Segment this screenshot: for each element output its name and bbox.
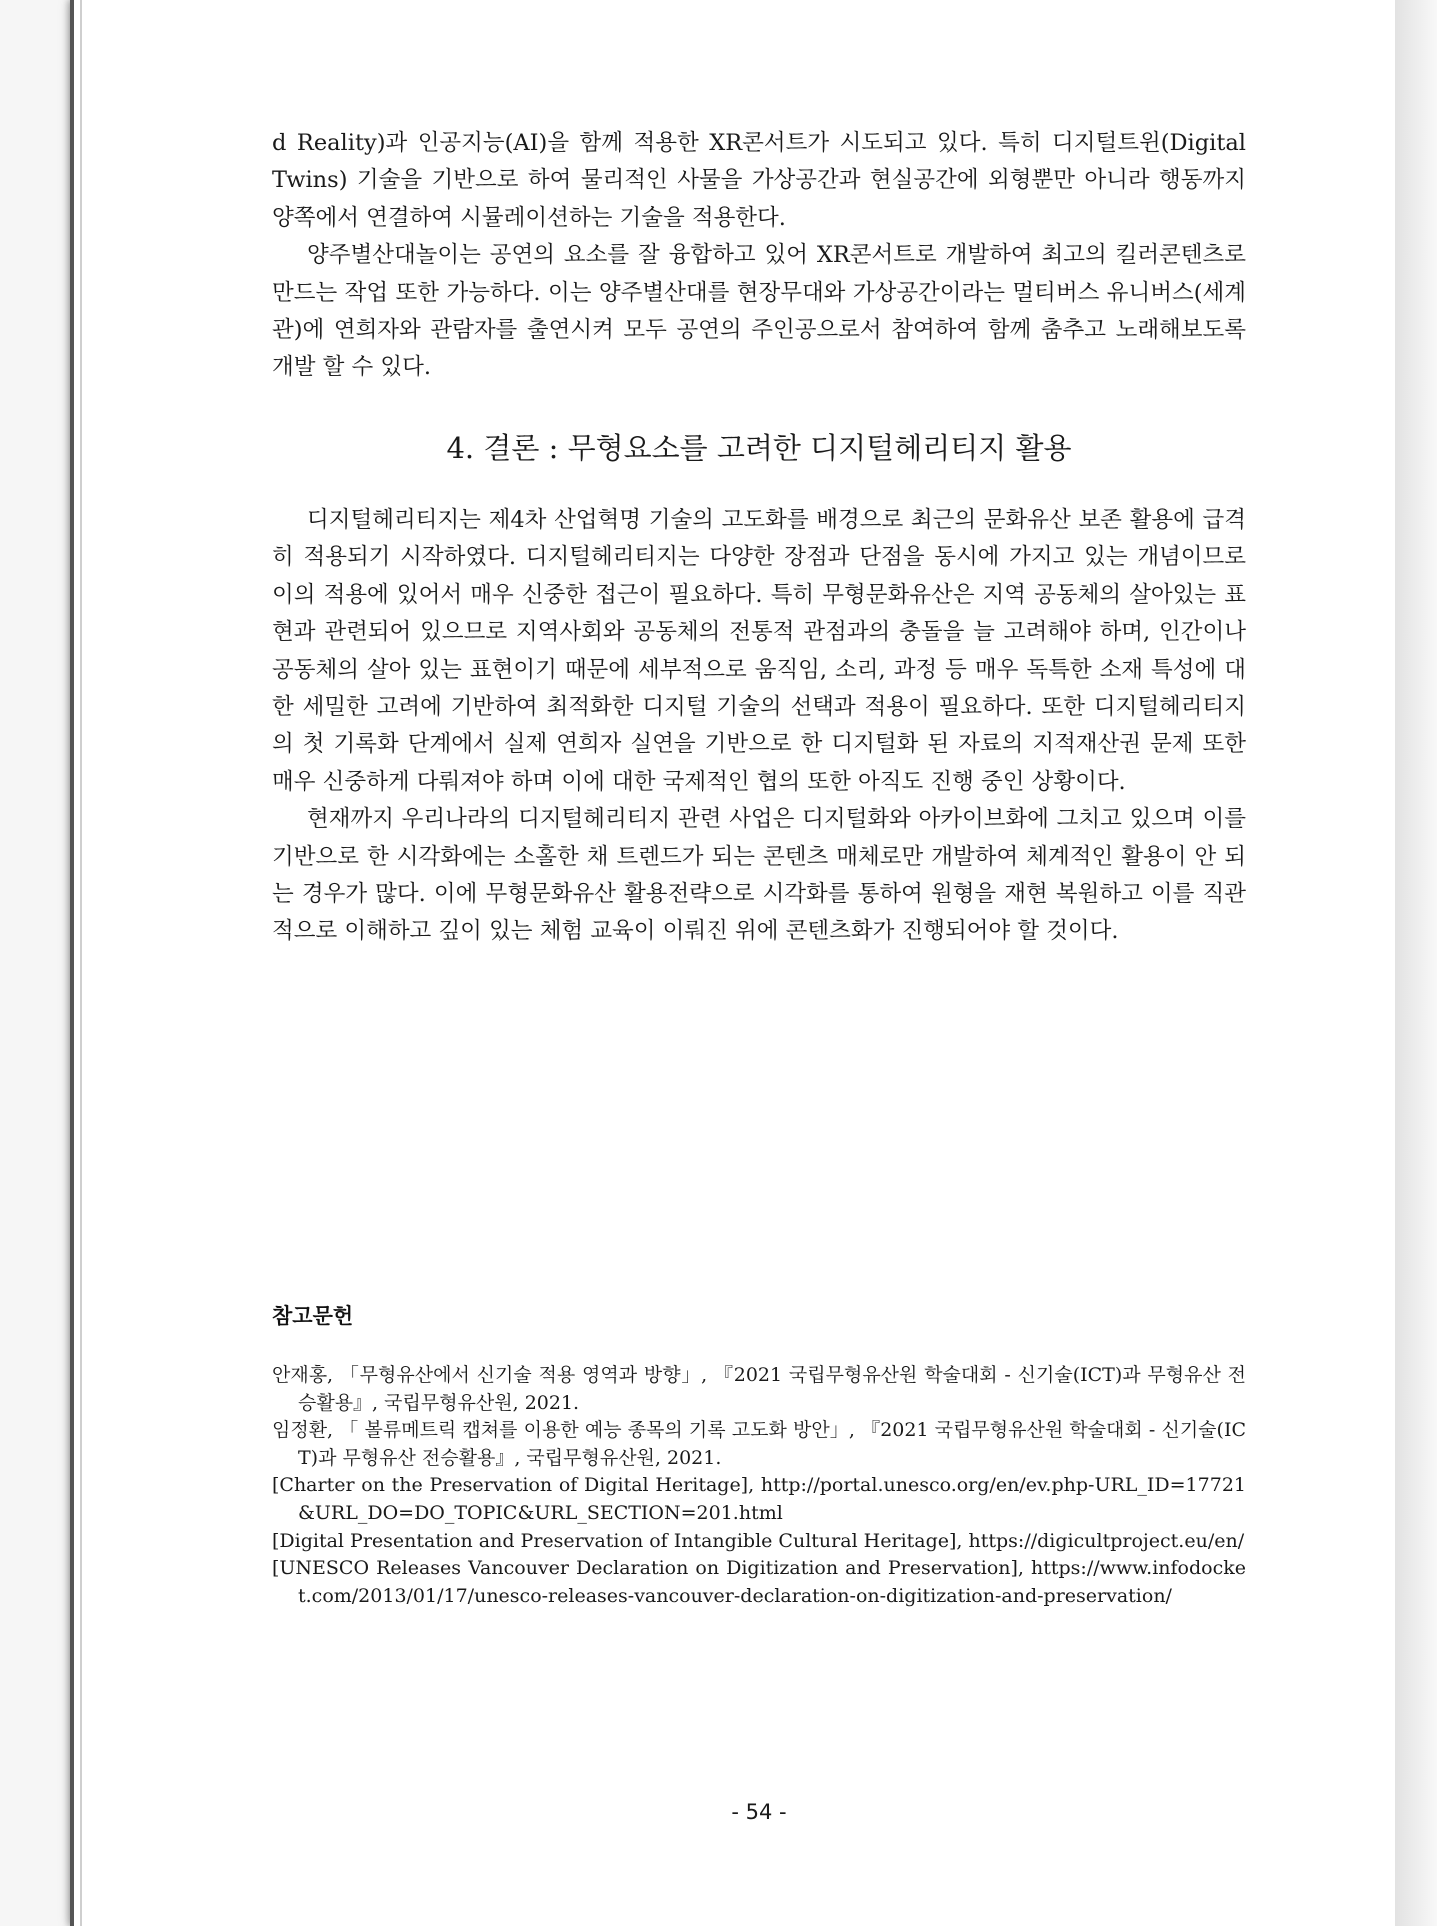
reference-item: 안재홍, 「무형유산에서 신기술 적용 영역과 방향」, 『2021 국립무형유산원 학술대회 - 신기술(ICT)과 무형유산 전승활용』, 국립무형유산원, 2021. (272, 1364, 1246, 1414)
paragraph-conclusion-2: 현재까지 우리나라의 디지털헤리티지 관련 사업은 디지털화와 아카이브화에 그치고 있으며 이를 기반으로 한 시각화에는 소홀한 채 트렌드가 되는 콘텐츠 매체로만 개발하여 체계적인 활용이 안 되는 경우가 많다. 이에 무형문화유산 활용전략으로 시각화를 통하여 원형을 재현 복원하고 이를 직관적으로 이해하고 깊이 있는 체험 교육이 이뤄진 위에 콘텐츠화가 진행되어야 할 것이다. (272, 806, 1246, 945)
references-title: 참고문헌 (272, 1304, 354, 1328)
paragraph-yangju-byeolsandae: 양주별산대놀이는 공연의 요소를 잘 융합하고 있어 XR콘서트로 개발하여 최고의 킬러콘텐츠로 만드는 작업 또한 가능하다. 이는 양주별산대를 현장무대와 가상공간이라는 멀티버스 유니버스(세계관)에 연희자와 관람자를 출연시켜 모두 공연의 주인공으로서 참여하여 함께 춤추고 노래해보도록 개발 할 수 있다. (272, 242, 1246, 381)
reference-item: [Digital Presentation and Preservation of Intangible Cultural Heritage], https://digicultproject.eu/en/ (272, 1529, 1245, 1552)
body-text-top (272, 125, 1246, 387)
reference-item: 임정환, 「 볼류메트릭 캡쳐를 이용한 예능 종목의 기록 고도화 방안」, 『2021 국립무형유산원 학술대회 - 신기술(ICT)과 무형유산 전승활용』, 국립무형유산원, 2021. (272, 1419, 1246, 1469)
page-number: - 54 - (731, 1800, 787, 1824)
paragraph-xr-concert: d Reality)과 인공지능(AI)을 함께 적용한 XR콘서트가 시도되고 있다. 특히 디지털트윈(Digital Twins) 기술을 기반으로 하여 물리적인 사물을 가상공간과 현실공간에 외형뿐만 아니라 행동까지 양쪽에서 연결하여 시뮬레이션하는 기술을 적용한다. (272, 130, 1246, 231)
document-page (70, 0, 1395, 1926)
section-heading: 4. 결론 : 무형요소를 고려한 디지털헤리티지 활용 (446, 431, 1072, 465)
viewer-right-margin (1395, 0, 1437, 1926)
references-list (272, 1362, 1246, 1610)
reference-item: [UNESCO Releases Vancouver Declaration on Digitization and Preservation], https://www.infodocket.com/2013/01/17/unesco-releases-vancouver-declaration-on-digitization-and-preservation/ (272, 1557, 1246, 1607)
paragraph-conclusion-1: 디지털헤리티지는 제4차 산업혁명 기술의 고도화를 배경으로 최근의 문화유산 보존 활용에 급격히 적용되기 시작하였다. 디지털헤리티지는 다양한 장점과 단점을 동시에 가지고 있는 개념이므로 이의 적용에 있어서 매우 신중한 접근이 필요하다. 특히 무형문화유산은 지역 공동체의 살아있는 표현과 관련되어 있으므로 지역사회와 공동체의 전통적 관점과의 충돌을 늘 고려해야 하며, 인간이나 공동체의 살아 있는 표현이기 때문에 세부적으로 움직임, 소리, 과정 등 매우 독특한 소재 특성에 대한 세밀한 고려에 기반하여 최적화한 디지털 기술의 선택과 적용이 필요하다. 또한 디지털헤리티지의 첫 기록화 단계에서 실제 연희자 실연을 기반으로 한 디지털화 된 자료의 지적재산권 문제 또한 매우 신중하게 다뤄져야 하며 이에 대한 국제적인 협의 또한 아직도 진행 중인 상황이다. (272, 507, 1246, 795)
body-text-conclusion (272, 502, 1246, 951)
reference-item: [Charter on the Preservation of Digital Heritage], http://portal.unesco.org/en/ev.php-URL_ID=17721&URL_DO=DO_TOPIC&URL_SECTION=201.html (272, 1474, 1246, 1524)
